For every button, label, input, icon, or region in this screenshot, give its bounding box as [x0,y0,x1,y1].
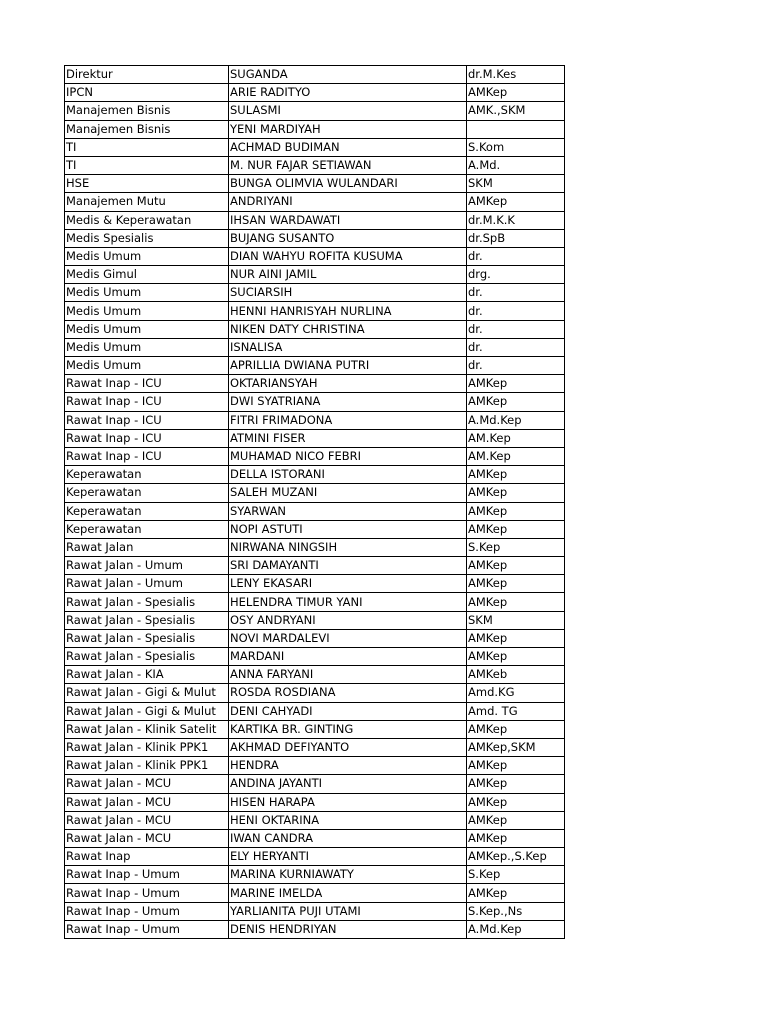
unit-cell: Rawat Jalan - Spesialis [65,648,229,666]
degree-cell: AMKep [467,484,565,502]
name-cell: YARLIANITA PUJI UTAMI [229,902,467,920]
table-row [65,884,565,902]
table-row [65,320,565,338]
name-cell: ANNA FARYANI [229,666,467,684]
degree-cell: S.Kep.,Ns [467,902,565,920]
degree-cell: AMKep [467,629,565,647]
unit-cell: Rawat Inap - ICU [65,429,229,447]
unit-cell: Keperawatan [65,484,229,502]
degree-cell: AMKep [467,502,565,520]
table-row [65,484,565,502]
degree-cell: AMKep [467,466,565,484]
degree-cell: AMKep [467,193,565,211]
unit-cell: Rawat Jalan - KIA [65,666,229,684]
table-row [65,502,565,520]
name-cell: SRI DAMAYANTI [229,557,467,575]
table-row [65,866,565,884]
degree-cell: dr. [467,338,565,356]
staff-table [64,65,565,939]
unit-cell: Medis Umum [65,302,229,320]
table-row [65,757,565,775]
degree-cell: AMK.,SKM [467,102,565,120]
name-cell: NIRWANA NINGSIH [229,538,467,556]
degree-cell: AMKep [467,829,565,847]
degree-cell: Amd.KG [467,684,565,702]
degree-cell: dr.M.K.K [467,211,565,229]
unit-cell: Rawat Inap - Umum [65,902,229,920]
table-row [65,466,565,484]
unit-cell: Rawat Jalan - Umum [65,557,229,575]
degree-cell: dr. [467,284,565,302]
degree-cell: AMKep [467,757,565,775]
table-row [65,66,565,84]
unit-cell: IPCN [65,84,229,102]
degree-cell: AMKep [467,375,565,393]
name-cell: LENY EKASARI [229,575,467,593]
name-cell: SUCIARSIH [229,284,467,302]
degree-cell: dr. [467,247,565,265]
table-row [65,520,565,538]
unit-cell: Rawat Jalan - MCU [65,793,229,811]
unit-cell: Rawat Jalan - Klinik PPK1 [65,738,229,756]
unit-cell: Medis Umum [65,320,229,338]
table-row [65,393,565,411]
name-cell: DELLA ISTORANI [229,466,467,484]
name-cell: MARINE IMELDA [229,884,467,902]
unit-cell: HSE [65,175,229,193]
name-cell: HENDRA [229,757,467,775]
degree-cell: AMKep.,S.Kep [467,848,565,866]
unit-cell: Medis Gimul [65,266,229,284]
unit-cell: Rawat Jalan - MCU [65,775,229,793]
table-row [65,429,565,447]
table-row [65,829,565,847]
unit-cell: Medis Umum [65,247,229,265]
unit-cell: Keperawatan [65,466,229,484]
table-row [65,666,565,684]
name-cell: SULASMI [229,102,467,120]
name-cell: DENI CAHYADI [229,702,467,720]
degree-cell: AMKep [467,593,565,611]
table-row [65,902,565,920]
table-row [65,447,565,465]
degree-cell: AMKep [467,793,565,811]
table-row [65,575,565,593]
unit-cell: Medis Umum [65,357,229,375]
table-row [65,411,565,429]
name-cell: FITRI FRIMADONA [229,411,467,429]
name-cell: OSY ANDRYANI [229,611,467,629]
degree-cell: S.Kom [467,138,565,156]
unit-cell: Rawat Jalan - Klinik PPK1 [65,757,229,775]
name-cell: NOPI ASTUTI [229,520,467,538]
name-cell: YENI MARDIYAH [229,120,467,138]
unit-cell: Medis Umum [65,338,229,356]
name-cell: BUJANG SUSANTO [229,229,467,247]
unit-cell: Keperawatan [65,502,229,520]
name-cell: AKHMAD DEFIYANTO [229,738,467,756]
unit-cell: Manajemen Mutu [65,193,229,211]
name-cell: ANDINA JAYANTI [229,775,467,793]
name-cell: HENNI HANRISYAH NURLINA [229,302,467,320]
degree-cell: AMKep [467,84,565,102]
degree-cell: SKM [467,175,565,193]
table-row [65,156,565,174]
table-row [65,138,565,156]
unit-cell: Rawat Jalan [65,538,229,556]
name-cell: MUHAMAD NICO FEBRI [229,447,467,465]
name-cell: NOVI MARDALEVI [229,629,467,647]
table-row [65,284,565,302]
name-cell: ROSDA ROSDIANA [229,684,467,702]
table-row [65,193,565,211]
unit-cell: Rawat Jalan - Gigi & Mulut [65,702,229,720]
table-row [65,102,565,120]
degree-cell: A.Md. [467,156,565,174]
table-row [65,338,565,356]
table-row [65,593,565,611]
unit-cell: Direktur [65,66,229,84]
unit-cell: Rawat Inap - Umum [65,920,229,938]
degree-cell: A.Md.Kep [467,920,565,938]
table-row [65,738,565,756]
table-row [65,266,565,284]
unit-cell: Rawat Inap - ICU [65,375,229,393]
table-row [65,84,565,102]
degree-cell: AMKep [467,884,565,902]
degree-cell: AMKep [467,575,565,593]
name-cell: SALEH MUZANI [229,484,467,502]
name-cell: HENI OKTARINA [229,811,467,829]
unit-cell: Rawat Inap - Umum [65,866,229,884]
table-row [65,357,565,375]
unit-cell: Rawat Jalan - Gigi & Mulut [65,684,229,702]
unit-cell: Medis & Keperawatan [65,211,229,229]
name-cell: KARTIKA BR. GINTING [229,720,467,738]
name-cell: ELY HERYANTI [229,848,467,866]
name-cell: IWAN CANDRA [229,829,467,847]
table-row [65,247,565,265]
table-row [65,720,565,738]
degree-cell: dr. [467,320,565,338]
name-cell: BUNGA OLIMVIA WULANDARI [229,175,467,193]
degree-cell: AM.Kep [467,447,565,465]
degree-cell: Amd. TG [467,702,565,720]
unit-cell: Rawat Jalan - Klinik Satelit [65,720,229,738]
unit-cell: Rawat Jalan - Spesialis [65,629,229,647]
unit-cell: Rawat Jalan - MCU [65,829,229,847]
name-cell: HELENDRA TIMUR YANI [229,593,467,611]
name-cell: ISNALISA [229,338,467,356]
name-cell: M. NUR FAJAR SETIAWAN [229,156,467,174]
degree-cell: AMKep [467,520,565,538]
degree-cell: AMKep [467,720,565,738]
table-row [65,538,565,556]
unit-cell: TI [65,156,229,174]
degree-cell: dr. [467,357,565,375]
table-row [65,848,565,866]
name-cell: APRILLIA DWIANA PUTRI [229,357,467,375]
table-row [65,211,565,229]
unit-cell: Rawat Jalan - Spesialis [65,611,229,629]
unit-cell: Rawat Jalan - Umum [65,575,229,593]
degree-cell: AMKep,SKM [467,738,565,756]
degree-cell: AMKeb [467,666,565,684]
degree-cell: dr.M.Kes [467,66,565,84]
degree-cell: AMKep [467,811,565,829]
degree-cell: AMKep [467,775,565,793]
name-cell: HISEN HARAPA [229,793,467,811]
degree-cell: AM.Kep [467,429,565,447]
degree-cell: drg. [467,266,565,284]
degree-cell: S.Kep [467,866,565,884]
degree-cell: SKM [467,611,565,629]
name-cell: ACHMAD BUDIMAN [229,138,467,156]
table-row [65,557,565,575]
unit-cell: Rawat Inap - Umum [65,884,229,902]
name-cell: MARINA KURNIAWATY [229,866,467,884]
degree-cell: dr. [467,302,565,320]
name-cell: ATMINI FISER [229,429,467,447]
table-row [65,702,565,720]
table-row [65,120,565,138]
table-row [65,648,565,666]
name-cell: ARIE RADITYO [229,84,467,102]
name-cell: NIKEN DATY CHRISTINA [229,320,467,338]
table-row [65,629,565,647]
unit-cell: Rawat Jalan - MCU [65,811,229,829]
unit-cell: Manajemen Bisnis [65,102,229,120]
table-row [65,611,565,629]
unit-cell: Medis Umum [65,284,229,302]
degree-cell: AMKep [467,557,565,575]
table-row [65,229,565,247]
table-row [65,920,565,938]
table-row [65,793,565,811]
table-row [65,684,565,702]
unit-cell: Keperawatan [65,520,229,538]
name-cell: IHSAN WARDAWATI [229,211,467,229]
table-row [65,775,565,793]
degree-cell: S.Kep [467,538,565,556]
unit-cell: Rawat Inap - ICU [65,411,229,429]
name-cell: SUGANDA [229,66,467,84]
table-row [65,375,565,393]
name-cell: NUR AINI JAMIL [229,266,467,284]
degree-cell: AMKep [467,648,565,666]
table-row [65,302,565,320]
table-row [65,175,565,193]
degree-cell: AMKep [467,393,565,411]
unit-cell: Rawat Inap - ICU [65,393,229,411]
unit-cell: Medis Spesialis [65,229,229,247]
degree-cell: dr.SpB [467,229,565,247]
unit-cell: Rawat Inap [65,848,229,866]
unit-cell: Manajemen Bisnis [65,120,229,138]
name-cell: ANDRIYANI [229,193,467,211]
unit-cell: Rawat Jalan - Spesialis [65,593,229,611]
unit-cell: TI [65,138,229,156]
unit-cell: Rawat Inap - ICU [65,447,229,465]
degree-cell [467,120,565,138]
staff-table-body [65,66,565,939]
name-cell: OKTARIANSYAH [229,375,467,393]
name-cell: MARDANI [229,648,467,666]
table-row [65,811,565,829]
name-cell: DENIS HENDRIYAN [229,920,467,938]
name-cell: DWI SYATRIANA [229,393,467,411]
name-cell: SYARWAN [229,502,467,520]
name-cell: DIAN WAHYU ROFITA KUSUMA [229,247,467,265]
degree-cell: A.Md.Kep [467,411,565,429]
